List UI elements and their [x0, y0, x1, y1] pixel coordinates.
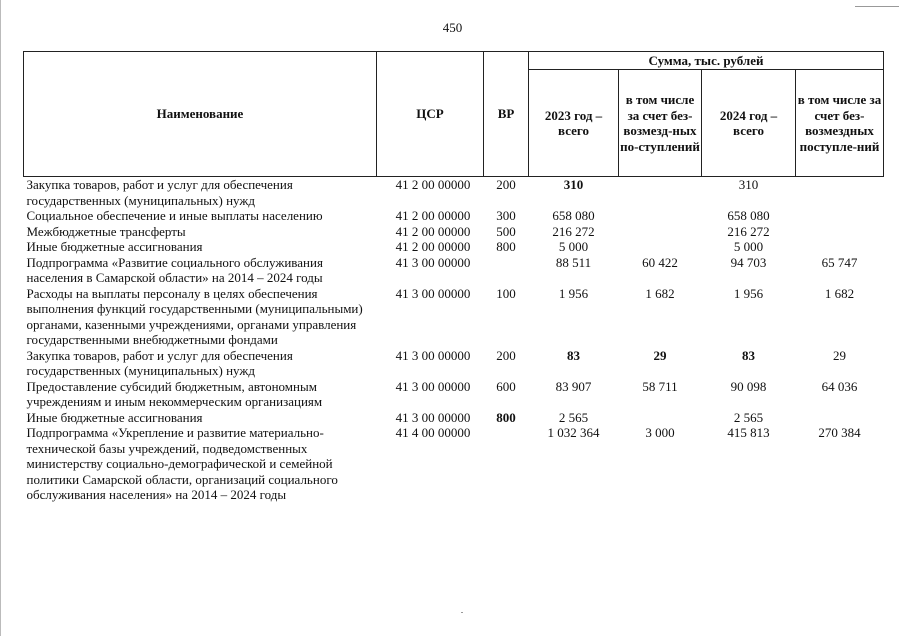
row-vr: 500 [496, 223, 516, 239]
row-2023-total: 658 080 [552, 208, 595, 223]
row-2024-free [796, 177, 884, 209]
row-vr [484, 255, 529, 286]
scan-speck [461, 612, 463, 613]
row-2023-total: 83 907 [555, 378, 592, 394]
row-csr: 41 2 00 00000 [395, 177, 471, 192]
page-number: 450 [442, 20, 463, 35]
row-2023-free: 58 711 [642, 378, 678, 394]
table-row [24, 208, 884, 224]
row-2023-total: 88 511 [555, 254, 592, 270]
table-row [24, 286, 884, 348]
table-row [24, 425, 884, 503]
row-2023-total: 5 000 [558, 239, 589, 254]
row-2023-total: 2 565 [558, 409, 589, 425]
row-2024-free [796, 239, 884, 255]
row-2024-free [796, 208, 884, 224]
table-row [24, 177, 884, 209]
row-name: Предоставление субсидий бюджетным, автономным учреждениям и иным некоммерческим организациям [26, 378, 323, 409]
row-2024-free: 270 384 [818, 425, 861, 440]
row-name: Социальное обеспечение и иные выплаты населению [26, 208, 323, 223]
table-header [24, 52, 884, 177]
header-2023-free: в том числе за счет без-возмезд-ных по-ступлений [619, 70, 702, 177]
scan-corner-mark [855, 0, 899, 7]
row-2024-total: 90 098 [730, 378, 767, 394]
row-2023-free [619, 224, 702, 240]
table-body [24, 177, 884, 503]
table-row [24, 255, 884, 286]
row-2023-total: 310 [563, 177, 584, 192]
row-vr: 200 [496, 347, 516, 363]
row-name: Иные бюджетные ассигнования [26, 409, 203, 425]
row-2024-free: 1 682 [824, 285, 855, 301]
header-2024-free: в том числе за счет без-возмездных поступле-ний [796, 70, 884, 177]
row-2024-free: 65 747 [821, 254, 858, 270]
row-name: Иные бюджетные ассигнования [26, 239, 203, 254]
row-name: Расходы на выплаты персоналу в целях обеспечения выполнения функций государственными (муниципальными) органами, казенными учреждениями, органами управления государственными внебюджетными фондами [26, 285, 363, 347]
row-csr: 41 3 00 00000 [395, 254, 471, 270]
row-vr: 300 [496, 208, 516, 223]
scan-left-edge [0, 0, 1, 636]
row-2024-total: 216 272 [727, 223, 770, 239]
header-csr: ЦСР [377, 52, 484, 177]
row-2023-free: 29 [653, 347, 667, 363]
row-vr: 200 [496, 177, 516, 192]
row-csr: 41 2 00 00000 [395, 239, 471, 254]
row-2023-free: 1 682 [645, 285, 675, 301]
row-2024-free [796, 224, 884, 240]
row-name: Подпрограмма «Развитие социального обслуживания населения в Самарской области» на 2014 – 2024 годы [26, 254, 323, 285]
row-2023-free: 3 000 [645, 425, 675, 440]
row-2023-total: 216 272 [552, 223, 595, 239]
row-2023-total: 83 [567, 347, 580, 363]
row-2024-total: 83 [742, 347, 755, 363]
row-name: Закупка товаров, работ и услуг для обеспечения государственных (муниципальных) нужд [26, 347, 293, 378]
row-2024-total: 2 565 [733, 409, 764, 425]
row-csr: 41 3 00 00000 [395, 347, 471, 363]
row-2023-free [619, 177, 702, 209]
row-2024-total: 415 813 [727, 425, 770, 440]
row-2023-free [619, 208, 702, 224]
row-vr: 800 [496, 409, 516, 425]
row-vr: 100 [496, 285, 516, 301]
header-sum-group: Сумма, тыс. рублей [529, 52, 884, 70]
row-2024-free [796, 410, 884, 426]
row-2023-free [619, 239, 702, 255]
row-csr: 41 2 00 00000 [395, 223, 471, 239]
row-2024-total: 1 956 [733, 285, 764, 301]
row-name: Закупка товаров, работ и услуг для обеспечения государственных (муниципальных) нужд [26, 177, 293, 208]
row-2023-total: 1 956 [558, 285, 589, 301]
header-name: Наименование [24, 52, 377, 177]
header-2024-total: 2024 год – всего [702, 70, 796, 177]
budget-table [23, 51, 884, 503]
row-csr: 41 3 00 00000 [395, 409, 471, 425]
table-row [24, 224, 884, 240]
row-2024-total: 5 000 [733, 239, 764, 254]
row-2023-free [619, 410, 702, 426]
row-2023-total: 1 032 364 [547, 425, 600, 440]
row-csr: 41 4 00 00000 [395, 425, 471, 440]
row-vr [484, 425, 529, 503]
row-csr: 41 3 00 00000 [395, 285, 471, 301]
row-2024-free: 29 [833, 347, 846, 363]
row-2024-total: 310 [738, 177, 759, 192]
table-row [24, 348, 884, 379]
row-2023-free: 60 422 [642, 254, 678, 270]
row-2024-total: 658 080 [727, 208, 770, 223]
table-row [24, 379, 884, 410]
row-2024-free: 64 036 [821, 378, 858, 394]
header-vr: ВР [484, 52, 529, 177]
row-csr: 41 2 00 00000 [395, 208, 471, 223]
row-2024-total: 94 703 [730, 254, 767, 270]
row-vr: 600 [496, 378, 516, 394]
table-row [24, 239, 884, 255]
header-2023-total: 2023 год – всего [529, 70, 619, 177]
row-csr: 41 3 00 00000 [395, 378, 471, 394]
table-row [24, 410, 884, 426]
row-name: Подпрограмма «Укрепление и развитие материально-технической базы учреждений, подведомственных министерству социально-демографической и семейной политики Самарской области, организаций социального обслуживания населения» на 2014 – 2024 годы [26, 425, 338, 502]
row-vr: 800 [496, 239, 516, 254]
row-name: Межбюджетные трансферты [26, 223, 186, 239]
